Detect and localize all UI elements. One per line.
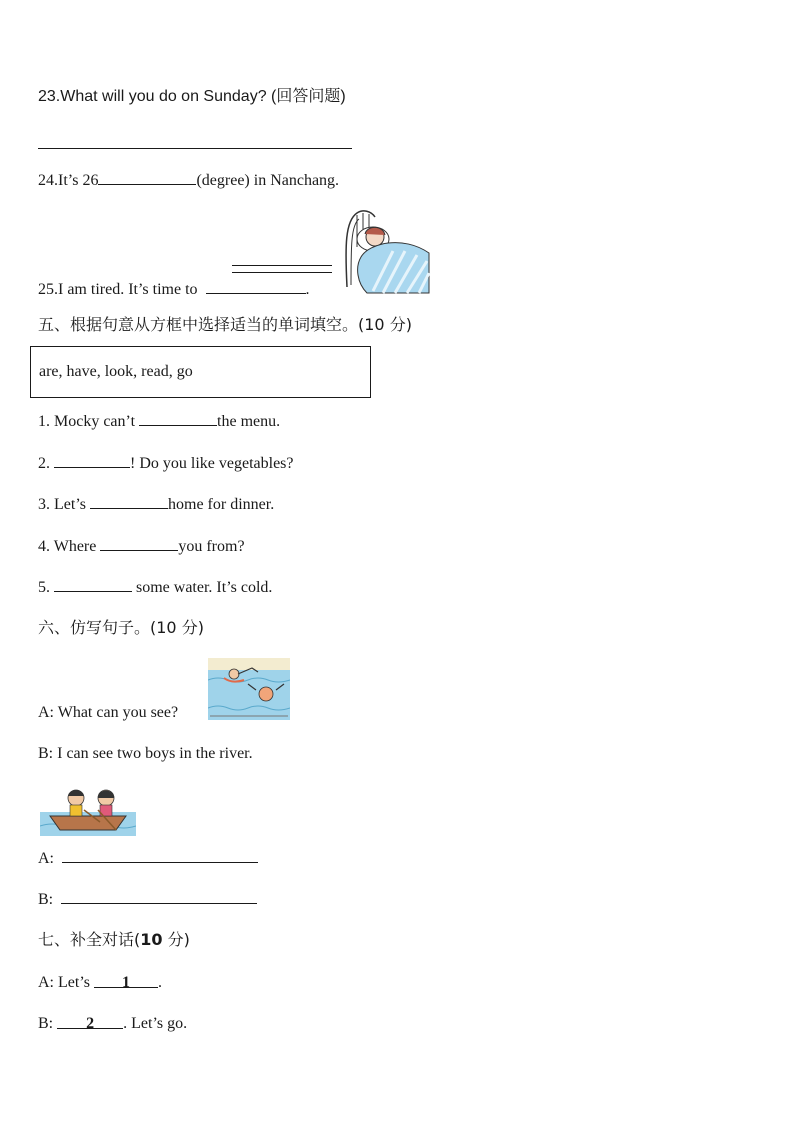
blank-s5-5[interactable] bbox=[54, 577, 132, 592]
answer-line-23[interactable] bbox=[38, 148, 352, 149]
boating-kids-icon bbox=[40, 786, 136, 836]
blank-s5-4[interactable] bbox=[100, 536, 178, 551]
word-box bbox=[30, 346, 371, 398]
dialog-line-a: A: Let’s 1 . bbox=[38, 974, 162, 991]
sleeping-child-icon bbox=[343, 207, 433, 295]
example-a: A: What can you see? bbox=[38, 704, 179, 721]
blank-24[interactable] bbox=[98, 170, 196, 185]
swimming-boys-icon bbox=[208, 658, 290, 720]
question-24: 24.It’s 26 (degree) in Nanchang. bbox=[38, 172, 340, 189]
word-box-words: are, have, look, read, go bbox=[39, 363, 193, 380]
writing-line-25a bbox=[232, 265, 332, 266]
answer-a-line[interactable] bbox=[62, 848, 258, 863]
answer-a: A: bbox=[38, 848, 258, 869]
s5-item-1: 1. Mocky can’t the menu. bbox=[38, 413, 281, 430]
answer-b: B: bbox=[38, 889, 257, 910]
s5-item-3: 3. Let’s home for dinner. bbox=[38, 496, 275, 513]
blank-25[interactable] bbox=[206, 279, 306, 294]
dialog-blank-2[interactable]: 2 bbox=[57, 1014, 123, 1029]
blank-s5-3[interactable] bbox=[90, 494, 168, 509]
answer-b-line[interactable] bbox=[61, 889, 257, 904]
s5-item-5: 5. some water. It’s cold. bbox=[38, 579, 273, 596]
example-b: B: I can see two boys in the river. bbox=[38, 745, 253, 762]
question-25: 25.I am tired. It’s time to . bbox=[38, 281, 310, 298]
writing-line-25b bbox=[232, 272, 332, 273]
section-7-heading: 七、补全对话(10 分) bbox=[38, 930, 190, 949]
section-5-heading: 五、根据句意从方框中选择适当的单词填空。(10 分) bbox=[38, 315, 412, 334]
dialog-blank-1[interactable]: 1 bbox=[94, 973, 158, 988]
blank-s5-2[interactable] bbox=[54, 453, 130, 468]
dialog-line-b: B: 2 . Let’s go. bbox=[38, 1015, 188, 1032]
s5-item-4: 4. Where you from? bbox=[38, 538, 245, 555]
question-23: 23.What will you do on Sunday? (回答问题) bbox=[38, 88, 346, 105]
section-6-heading: 六、仿写句子。(10 分) bbox=[38, 618, 204, 637]
s5-item-2: 2. ! Do you like vegetables? bbox=[38, 455, 294, 472]
blank-s5-1[interactable] bbox=[139, 411, 217, 426]
